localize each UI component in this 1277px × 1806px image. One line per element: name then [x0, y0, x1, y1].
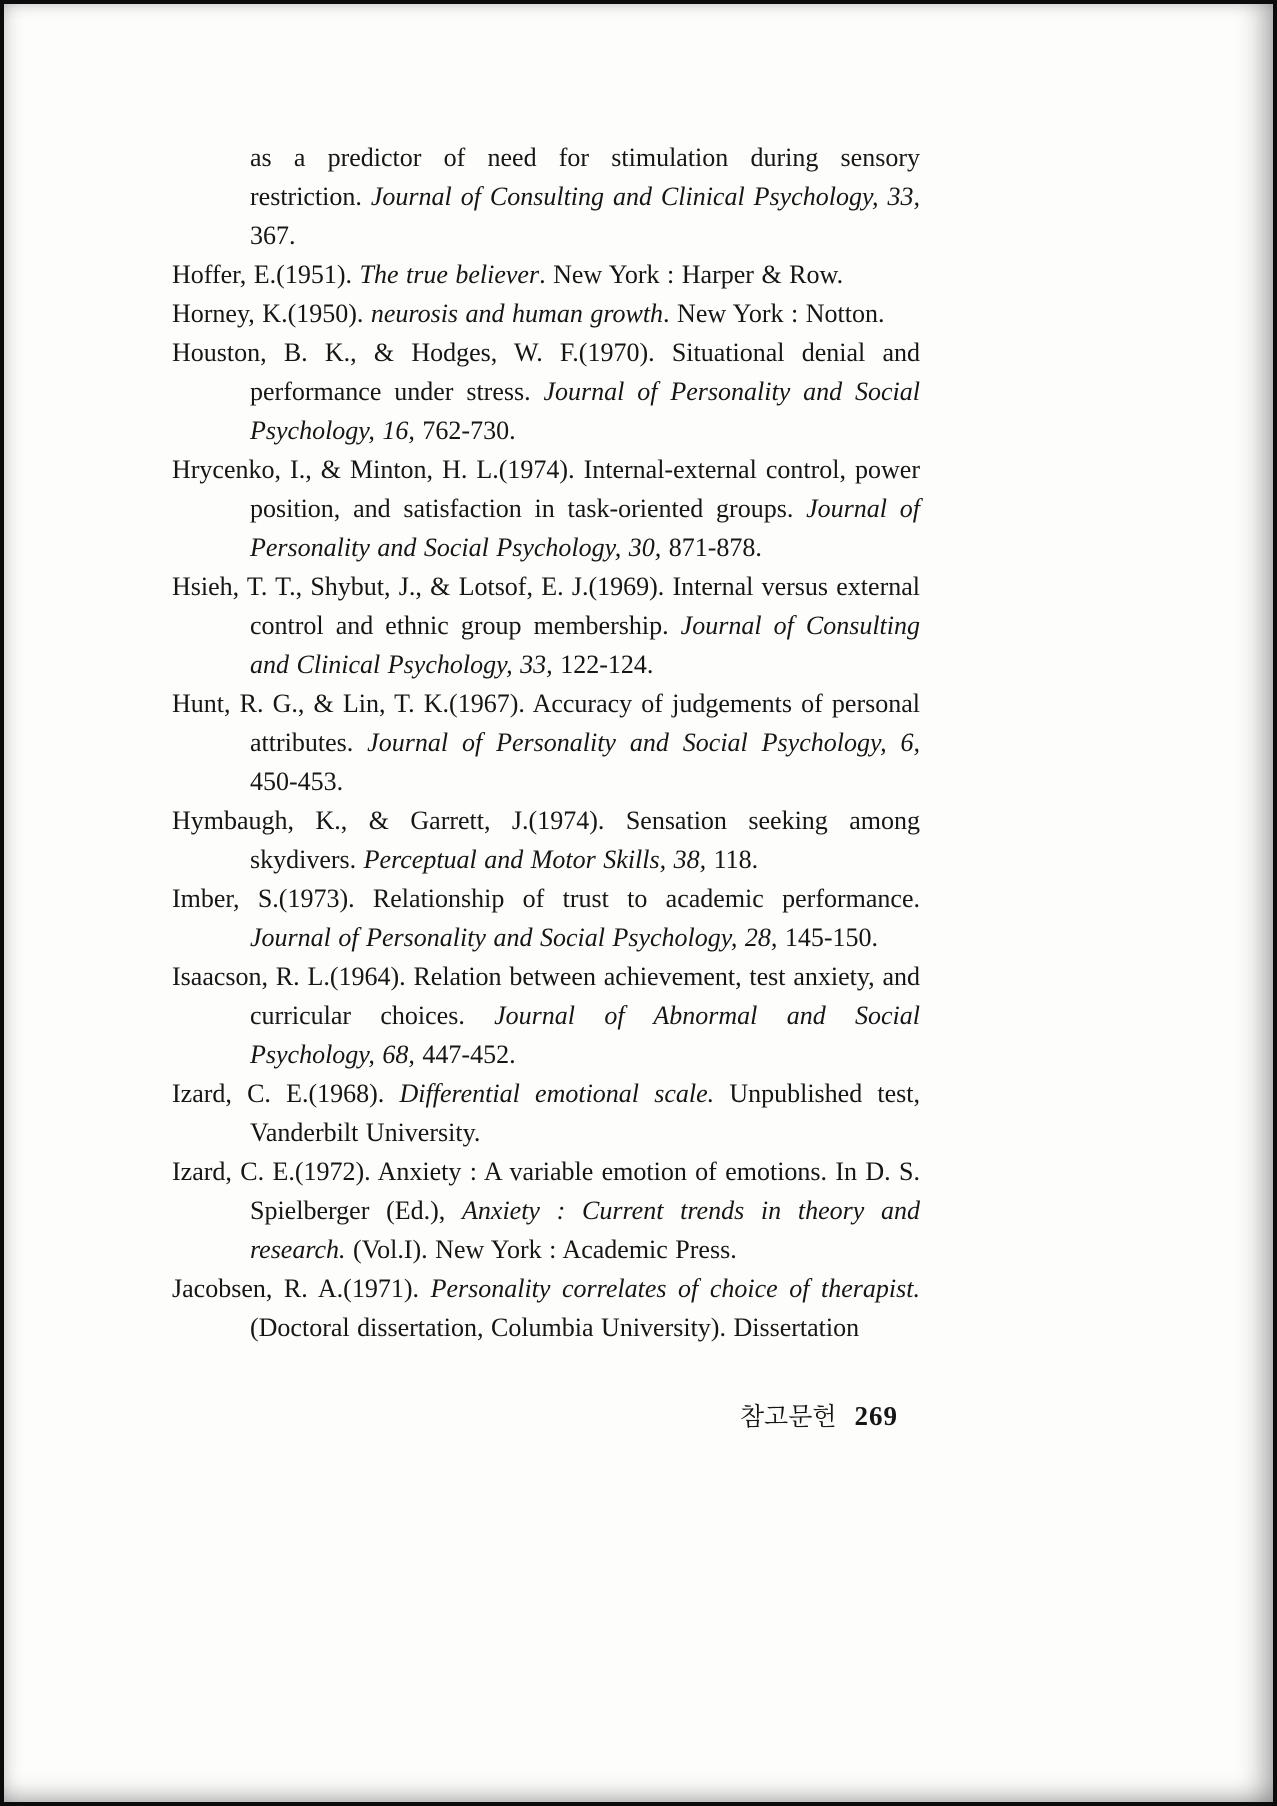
reference-text: Hoffer, E.(1951). [172, 260, 360, 289]
reference-title-italic: Journal of Personality and Social Psychology, 16, [250, 377, 920, 445]
reference-text: Hrycenko, I., & Minton, H. L.(1974). Internal-external control, power position, and satisfaction in task-oriented groups. [172, 455, 920, 523]
reference-title-italic: Journal of Abnormal and Social Psychology, 68, [250, 1001, 920, 1069]
reference-text: 118. [706, 845, 759, 874]
reference-text: Horney, K.(1950). [172, 299, 371, 328]
reference-entry [172, 1152, 920, 1269]
reference-text: (Vol.I). New York : Academic Press. [345, 1235, 737, 1264]
footer-section-label: 참고문헌 [739, 1404, 837, 1431]
reference-title-italic: Anxiety : Current trends in theory and research. [250, 1196, 920, 1264]
reference-text: Imber, S.(1973). Relationship of trust to academic performance. [172, 884, 920, 913]
reference-title-italic: Journal of Personality and Social Psychology, 30, [250, 494, 921, 562]
reference-text: Hsieh, T. T., Shybut, J., & Lotsof, E. J.(1969). Internal versus external control and ethnic group membership. [172, 572, 920, 640]
reference-text: Houston, B. K., & Hodges, W. F.(1970). Situational denial and performance under stress. [172, 338, 920, 406]
reference-text: as a predictor of need for stimulation during sensory restriction. [250, 143, 920, 211]
reference-text: 762-730. [414, 416, 516, 445]
reference-entry [172, 957, 920, 1074]
reference-title-italic: Personality correlates of choice of therapist. [430, 1274, 920, 1303]
reference-text: 447-452. [414, 1040, 516, 1069]
reference-entry [172, 255, 920, 294]
reference-text: Jacobsen, R. A.(1971). [172, 1274, 431, 1303]
reference-entry [172, 801, 920, 879]
reference-text: 145-150. [777, 923, 879, 952]
page-footer [172, 1400, 920, 1434]
reference-title-italic: Journal of Personality and Social Psychology, 28, [250, 923, 778, 952]
reference-entry [172, 450, 920, 567]
reference-entry [172, 1074, 920, 1152]
reference-text: 871-878. [661, 533, 762, 562]
reference-entry [172, 294, 920, 333]
reference-title-italic: Journal of Personality and Social Psychology, 6, [367, 728, 920, 757]
reference-entry [172, 567, 920, 684]
reference-text: . New York : Harper & Row. [539, 260, 844, 289]
reference-text: 122-124. [552, 650, 654, 679]
reference-text: . New York : Notton. [663, 299, 885, 328]
reference-text: Isaacson, R. L.(1964). Relation between achievement, test anxiety, and curricular choices. [172, 962, 920, 1030]
reference-text: 367. [250, 221, 296, 250]
reference-title-italic: Differential emotional scale. [399, 1079, 715, 1108]
reference-text: Hymbaugh, K., & Garrett, J.(1974). Sensation seeking among skydivers. [172, 806, 920, 874]
reference-text: Izard, C. E.(1972). Anxiety : A variable emotion of emotions. In D. S. Spielberger (Ed.), [172, 1157, 920, 1225]
reference-title-italic: Perceptual and Motor Skills, 38, [363, 845, 707, 874]
reference-title-italic: Journal of Consulting and Clinical Psychology, 33, [370, 182, 921, 211]
reference-title-italic: The true believer [359, 260, 540, 289]
reference-title-italic: neurosis and human growth [370, 299, 664, 328]
reference-text: Izard, C. E.(1968). [172, 1079, 400, 1108]
reference-text: Hunt, R. G., & Lin, T. K.(1967). Accuracy of judgements of personal attributes. [172, 689, 920, 757]
reference-entry [172, 138, 920, 255]
reference-entry [172, 879, 920, 957]
reference-text: 450-453. [250, 767, 344, 796]
reference-text: (Doctoral dissertation, Columbia University). Dissertation [250, 1313, 860, 1342]
reference-text: Unpublished test, Vanderbilt University. [250, 1079, 920, 1147]
reference-title-italic: Journal of Consulting and Clinical Psychology, 33, [250, 611, 920, 679]
footer-page-number: 269 [854, 1401, 898, 1431]
reference-entry [172, 684, 920, 801]
references-list [172, 138, 920, 1347]
reference-entry [172, 333, 920, 450]
reference-entry [172, 1269, 920, 1347]
